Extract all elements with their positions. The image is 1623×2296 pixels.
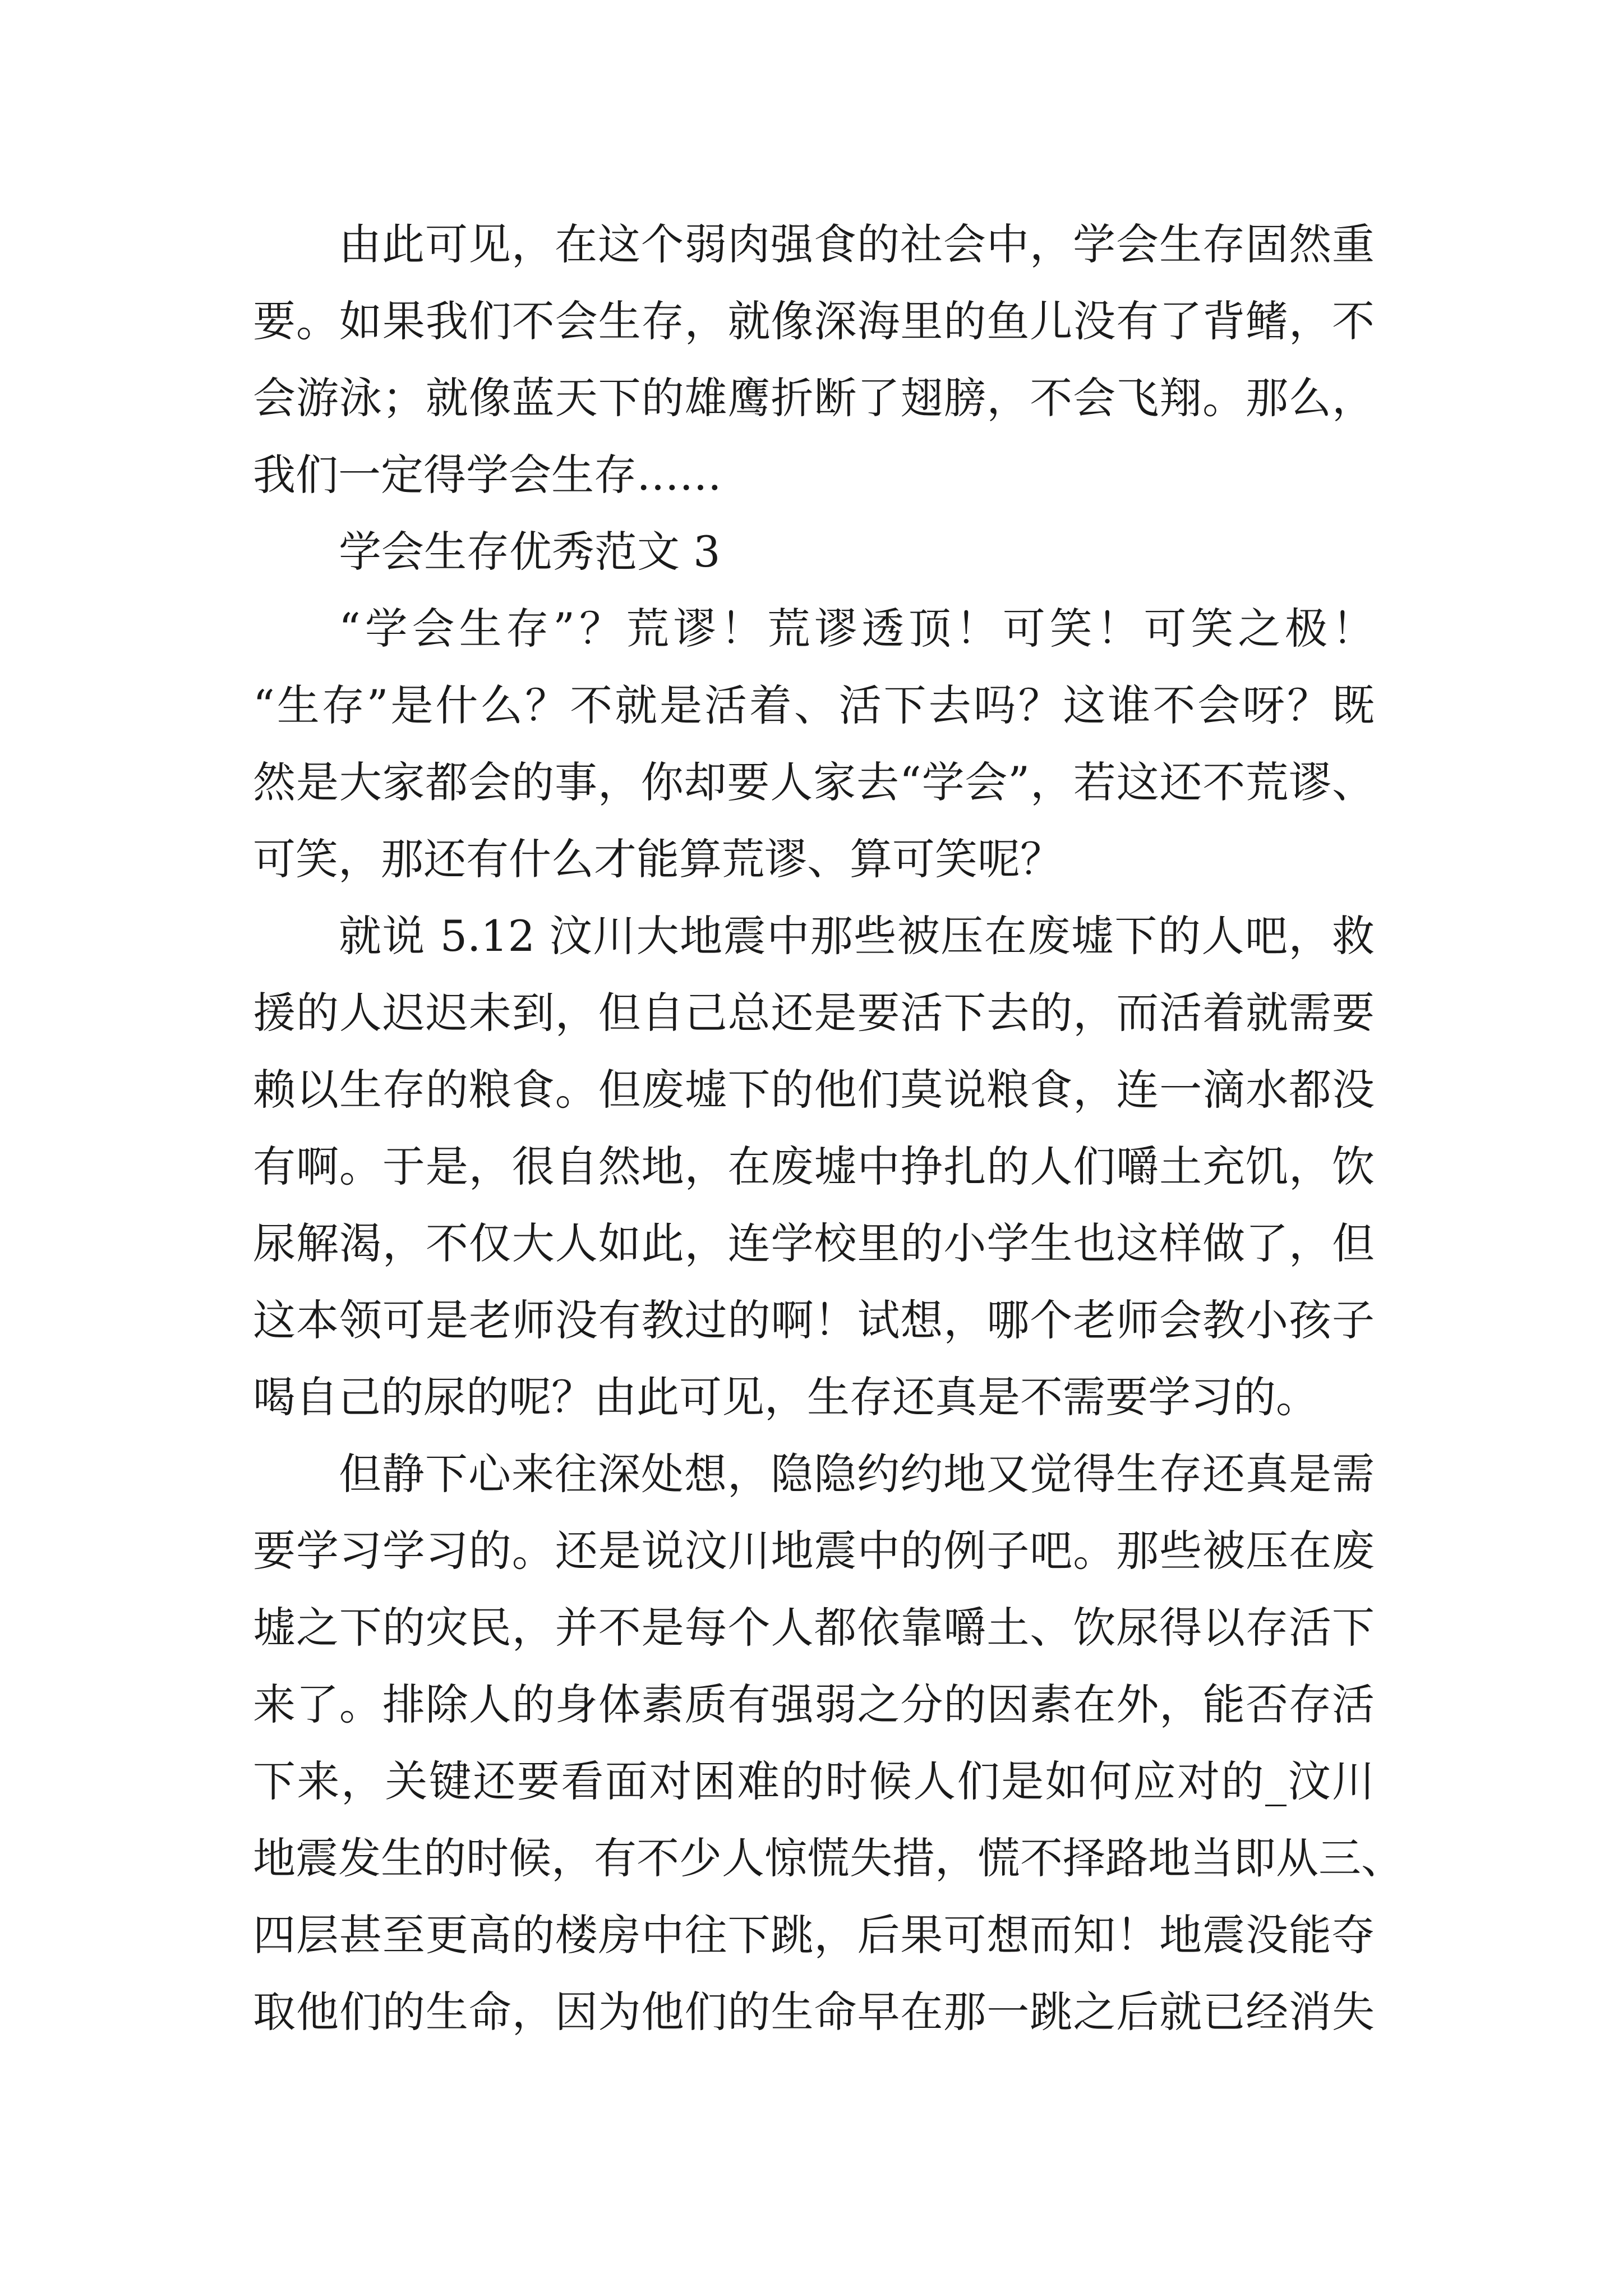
text-line: 下来，关键还要看面对困难的时候人们是如何应对的_汶川 [253,1756,1375,1806]
text-line: 赖以生存的粮食。但废墟下的他们莫说粮食，连一滴水都没 [253,1065,1375,1115]
text-line: 会游泳；就像蓝天下的雄鹰折断了翅膀，不会飞翔。那么， [253,373,1375,423]
text-line: 来了。排除人的身体素质有强弱之分的因素在外，能否存活 [253,1680,1375,1729]
text-line: 就说 5.12 汶川大地震中那些被压在废墟下的人吧，救 [339,911,1375,961]
text-line: 四层甚至更高的楼房中往下跳，后果可想而知！地震没能夺 [253,1910,1375,1960]
text-line: 我们一定得学会生存…… [253,450,722,500]
text-line: 要学习学习的。还是说汶川地震中的例子吧。那些被压在废 [253,1526,1375,1576]
text-line: 取他们的生命，因为他们的生命早在那一跳之后就已经消失 [253,1987,1375,2037]
text-line: 尿解渴，不仅大人如此，连学校里的小学生也这样做了，但 [253,1218,1375,1268]
text-line: 有啊。于是，很自然地，在废墟中挣扎的人们嚼土充饥，饮 [253,1142,1375,1191]
text-line: “生存”是什么？不就是活着、活下去吗？这谁不会呀？既 [253,680,1375,730]
text-line: 这本领可是老师没有教过的啊！试想，哪个老师会教小孩子 [253,1295,1375,1345]
text-line: 由此可见，在这个弱肉强食的社会中，学会生存固然重 [339,219,1375,269]
text-line: 可笑，那还有什么才能算荒谬、算可笑呢？ [253,834,1063,884]
text-line: 但静下心来往深处想，隐隐约约地又觉得生存还真是需 [339,1449,1375,1499]
text-line: 喝自己的尿的呢？由此可见，生存还真是不需要学习的。 [253,1372,1318,1422]
text-line: 援的人迟迟未到，但自己总还是要活下去的，而活着就需要 [253,988,1375,1038]
text-line: 要。如果我们不会生存，就像深海里的鱼儿没有了背鳍，不 [253,296,1375,346]
text-line: 地震发生的时候，有不少人惊慌失措，慌不择路地当即从三、 [253,1833,1404,1883]
text-line: 然是大家都会的事，你却要人家去“学会”，若这还不荒谬、 [253,757,1375,807]
text-line: 墟之下的灾民，并不是每个人都依靠嚼土、饮尿得以存活下 [253,1603,1375,1653]
text-line: “学会生存”？荒谬！荒谬透顶！可笑！可笑之极！ [339,604,1375,654]
section-heading: 学会生存优秀范文 3 [339,527,721,577]
